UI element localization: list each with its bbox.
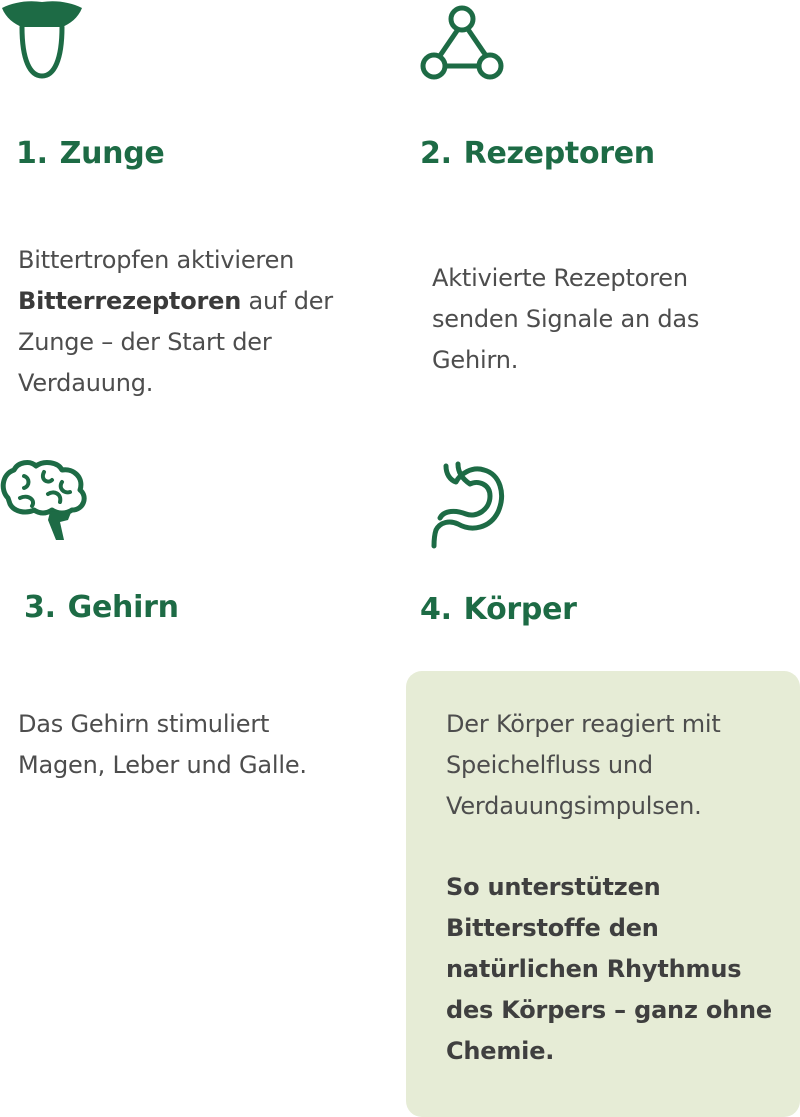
step-3-number: 3. [24, 590, 56, 625]
step-2-description: Aktivierte Rezeptoren senden Signale an das Gehirn. [432, 264, 700, 374]
step-4-description: Der Körper reagiert mit Speichelfluss und Verdauungsimpulsen. [446, 710, 721, 820]
step-2-title [420, 136, 655, 172]
step-2-number: 2. [420, 136, 452, 171]
step-3-description: Das Gehirn stimuliert Magen, Leber und Galle. [18, 710, 307, 779]
bitterrezeptoren-emphasis: Bitterrezeptoren [18, 287, 242, 315]
tongue-icon [0, 0, 84, 80]
step-4-title [420, 592, 577, 628]
stomach-icon [426, 460, 510, 550]
step-1-title [16, 136, 164, 172]
step-1-title-text: Zunge [59, 136, 165, 171]
step-4-number: 4. [420, 592, 452, 627]
network-nodes-icon [420, 5, 508, 83]
step-4-summary: So unterstützen Bitterstoffe den natürlichen Rhythmus des Körpers – ganz ohne Chemie. [446, 873, 773, 1065]
step-3-title [24, 590, 179, 626]
step-4-title-text: Körper [463, 592, 577, 627]
step-3-title-text: Gehirn [67, 590, 179, 625]
step-1-description: Bittertropfen aktivieren Bitterrezeptoren auf der Zunge – der Start der Verdauung. [18, 246, 333, 397]
brain-icon [0, 458, 90, 544]
step-1-number: 1. [16, 136, 48, 171]
step-2-title-text: Rezeptoren [463, 136, 655, 171]
